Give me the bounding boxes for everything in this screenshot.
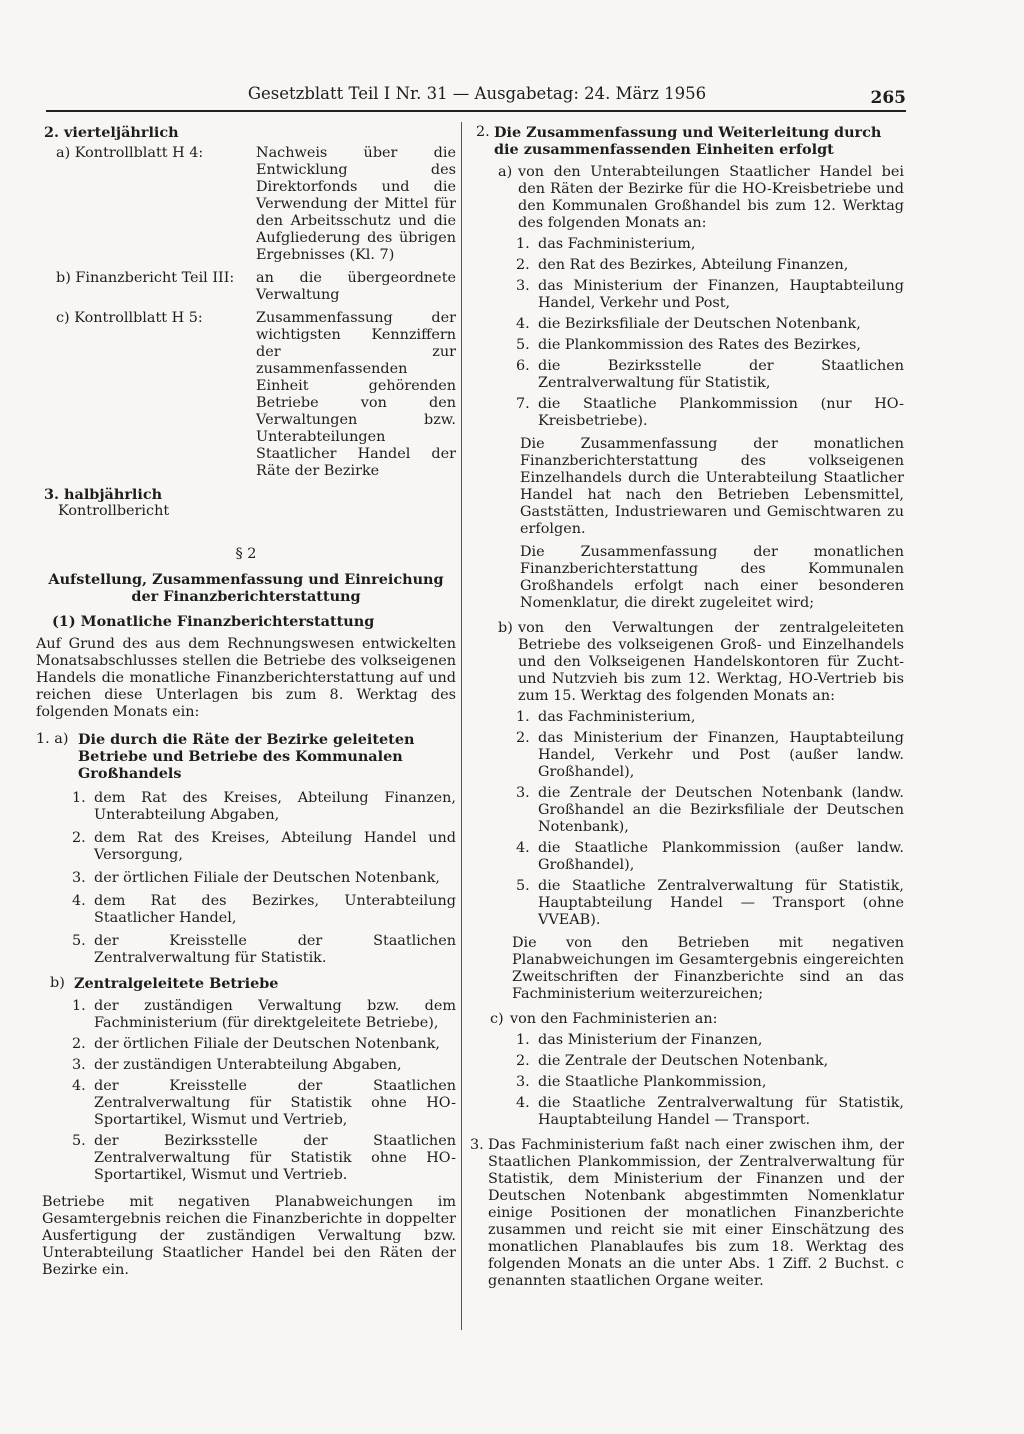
sub-b-num: b)	[498, 620, 513, 636]
sub-b	[498, 620, 904, 705]
list-item	[516, 1095, 904, 1129]
section-2-heading	[476, 124, 904, 158]
list-item-num: 3.	[72, 870, 86, 886]
list-item-num: 2.	[516, 730, 530, 746]
list-item-text: dem Rat des Kreises, Abteilung Handel und Versorgung,	[94, 830, 456, 863]
list-item-text: das Ministerium der Finanzen, Hauptabteilung Handel, Verkehr und Post (außer landw. Großhandel),	[538, 730, 904, 780]
list-item-text: der örtlichen Filiale der Deutschen Notenbank,	[94, 870, 441, 886]
list-item-num: 4.	[516, 1095, 530, 1111]
list-heading-a	[36, 731, 456, 782]
list-item	[72, 830, 456, 864]
list-item	[516, 1074, 904, 1091]
list-item-num: 5.	[516, 878, 530, 894]
list-item-num: 1.	[516, 709, 530, 725]
sub-b-paragraph: Die von den Betrieben mit negativen Planabweichungen im Gesamtergebnis eingereichten Zweitschriften der Finanzberichte sind an das Fachministerium weiterzureichen;	[512, 935, 904, 1002]
list-item-num: 1.	[72, 790, 86, 806]
list-item-text: das Fachministerium,	[538, 709, 696, 725]
list-item	[72, 933, 456, 967]
page-header: Gesetzblatt Teil I Nr. 31 — Ausgabetag: 24. März 1956	[247, 84, 707, 103]
list-item	[516, 316, 904, 333]
list-item	[72, 1133, 456, 1184]
list-item-text: die Plankommission des Rates des Bezirkes,	[538, 337, 861, 353]
sub-c-num: c)	[490, 1011, 504, 1027]
section-quarterly-label: 2. vierteljährlich	[44, 124, 179, 141]
list-item-text: die Bezirksfiliale der Deutschen Notenbank,	[538, 316, 861, 332]
sub-a	[498, 164, 904, 232]
list-item	[516, 1053, 904, 1070]
list-a	[72, 790, 456, 967]
list-right-c	[516, 1032, 904, 1129]
list-item-text: das Ministerium der Finanzen, Hauptabteilung Handel, Verkehr und Post,	[538, 278, 904, 311]
kontroll-desc: Zusammenfassung der wichtigsten Kennziffern der zur zusammenfassenden Einheit gehörenden Betriebe von den Verwaltungen bzw. Unterabteilungen Staatlicher Handel der Räte der Bezirke	[256, 310, 456, 479]
sub-a-num: a)	[498, 164, 513, 180]
list-item	[72, 998, 456, 1032]
intro-paragraph: Auf Grund des aus dem Rechnungswesen entwickelten Monatsabschlusses stellen die Betriebe des volkseigenen Handels die monatliche Finanzberichterstattung auf und reichen diese Unterlagen bis zum 8. Werktag des folgenden Monats ein:	[36, 636, 456, 720]
list-item-num: 1.	[516, 1032, 530, 1048]
sub-a-text: von den Unterabteilungen Staatlicher Handel bei den Räten der Bezirke für die HO-Kreisbetriebe und den Kommunalen Großhandel bis zum 12. Werktag des folgenden Monats an:	[518, 164, 904, 231]
kontroll-label: c) Kontrollblatt H 5:	[56, 310, 203, 326]
list-item	[72, 870, 456, 887]
list-item-text: die Staatliche Zentralverwaltung für Statistik, Hauptabteilung Handel — Transport (ohne VVEAB).	[538, 878, 904, 928]
list-item	[516, 878, 904, 929]
list-item-text: der örtlichen Filiale der Deutschen Notenbank,	[94, 1036, 441, 1052]
section-3	[470, 1137, 904, 1290]
sub-c	[490, 1011, 904, 1028]
list-item-num: 4.	[72, 1078, 86, 1094]
list-heading-b-text: Zentralgeleitete Betriebe	[74, 975, 279, 992]
list-item-text: dem Rat des Bezirkes, Unterabteilung Staatlicher Handel,	[94, 893, 456, 926]
list-item	[516, 730, 904, 781]
list-item-num: 5.	[516, 337, 530, 353]
paragraph-sign: § 2	[235, 546, 257, 562]
kontroll-desc: an die übergeordnete Verwaltung	[256, 270, 456, 303]
list-item	[516, 236, 904, 253]
list-item-num: 7.	[516, 396, 530, 412]
list-b	[72, 998, 456, 1184]
list-item-num: 3.	[516, 785, 530, 801]
kontroll-entry	[56, 270, 456, 304]
list-item-num: 2.	[516, 1053, 530, 1069]
list-item-text: das Fachministerium,	[538, 236, 696, 252]
list-item-num: 5.	[72, 933, 86, 949]
section-2-num: 2.	[476, 124, 490, 140]
list-item-num: 3.	[72, 1057, 86, 1073]
sub-a-paragraph-2: Die Zusammenfassung der monatlichen Finanzberichterstattung des Kommunalen Großhandels erfolgt nach einer besonderen Nomenklatur, die direkt zugeleitet wird;	[520, 544, 904, 611]
list-item-num: 3.	[516, 1074, 530, 1090]
list-item-text: den Rat des Bezirkes, Abteilung Finanzen,	[538, 257, 849, 273]
header-rule	[46, 110, 906, 112]
list-item-num: 1.	[516, 236, 530, 252]
list-item	[516, 785, 904, 836]
list-item	[516, 1032, 904, 1049]
column-divider	[461, 122, 462, 1330]
list-item-num: 4.	[516, 316, 530, 332]
list-item	[516, 257, 904, 274]
subheading-monthly: (1) Monatliche Finanzberichterstattung	[52, 613, 375, 630]
list-item-num: 2.	[72, 1036, 86, 1052]
section-halfyear-label: 3. halbjährlich	[44, 486, 163, 503]
closing-paragraph: Betriebe mit negativen Planabweichungen im Gesamtergebnis reichen die Finanzberichte in doppelter Ausfertigung der zuständigen Verwaltung bzw. Unterabteilung Staatlicher Handel bei den Räten der Bezirke ein.	[42, 1194, 456, 1278]
list-item	[72, 1036, 456, 1053]
list-item	[516, 396, 904, 430]
list-item	[516, 337, 904, 354]
section-halfyear-item: Kontrollbericht	[58, 503, 170, 519]
kontroll-desc: Nachweis über die Entwicklung des Direktorfonds und die Verwendung der Mittel für den Arbeitsschutz und die Aufgliederung des übrigen Ergebnisses (Kl. 7)	[256, 145, 456, 263]
list-right-b	[516, 709, 904, 929]
list-item	[72, 893, 456, 927]
list-item-text: die Zentrale der Deutschen Notenbank (landw. Großhandel an die Bezirksfiliale der Deutschen Notenbank),	[538, 785, 904, 835]
page-number: 265	[870, 88, 906, 108]
list-item-text: dem Rat des Kreises, Abteilung Finanzen, Unterabteilung Abgaben,	[94, 790, 456, 823]
list-heading-b-num: b)	[50, 975, 65, 991]
list-item	[72, 790, 456, 824]
list-item-text: der Bezirksstelle der Staatlichen Zentralverwaltung für Statistik ohne HO-Sportartikel, Wismut und Vertrieb.	[94, 1133, 456, 1183]
right-column	[470, 124, 904, 1290]
sub-c-text: von den Fachministerien an:	[510, 1011, 718, 1027]
list-item-text: der Kreisstelle der Staatlichen Zentralverwaltung für Statistik.	[94, 933, 456, 966]
kontroll-label: b) Finanzbericht Teil III:	[56, 270, 235, 286]
list-heading-a-num: 1. a)	[36, 731, 69, 747]
list-item-text: der zuständigen Unterabteilung Abgaben,	[94, 1057, 402, 1073]
list-right-a	[516, 236, 904, 430]
list-item-num: 4.	[72, 893, 86, 909]
list-item-text: die Staatliche Plankommission (außer landw. Großhandel),	[538, 840, 904, 873]
list-item	[72, 1057, 456, 1074]
list-item	[516, 278, 904, 312]
list-item-text: die Staatliche Plankommission (nur HO-Kreisbetriebe).	[538, 396, 904, 429]
list-item-text: die Staatliche Zentralverwaltung für Statistik, Hauptabteilung Handel — Transport.	[538, 1095, 904, 1128]
left-column	[36, 124, 456, 1279]
list-item-text: die Bezirksstelle der Staatlichen Zentralverwaltung für Statistik,	[538, 358, 904, 391]
list-item	[516, 840, 904, 874]
list-item	[72, 1078, 456, 1129]
list-item-num: 6.	[516, 358, 530, 374]
list-item-text: die Zentrale der Deutschen Notenbank,	[538, 1053, 829, 1069]
sub-b-text: von den Verwaltungen der zentralgeleiteten Betriebe des volkseigenen Groß- und Einzelhandels und den Volkseigenen Handelskontoren für Zucht- und Nutzvieh bis zum 12. Werktag, HO-Vertrieb bis zum 15. Werktag des folgenden Monats an:	[518, 620, 904, 704]
section-3-num: 3.	[470, 1137, 484, 1153]
kontroll-entry	[56, 145, 456, 264]
kontroll-label: a) Kontrollblatt H 4:	[56, 145, 204, 161]
section-heading: Aufstellung, Zusammenfassung und Einreichung der Finanzberichterstattung	[48, 571, 444, 605]
list-item-num: 3.	[516, 278, 530, 294]
list-heading-a-text: Die durch die Räte der Bezirke geleiteten Betriebe und Betriebe des Kommunalen Großhandels	[78, 731, 415, 782]
list-heading-b	[50, 975, 456, 992]
list-item-text: das Ministerium der Finanzen,	[538, 1032, 763, 1048]
list-item-num: 2.	[72, 830, 86, 846]
section-3-text: Das Fachministerium faßt nach einer zwischen ihm, der Staatlichen Plankommission, der Zentralverwaltung für Statistik, dem Ministerium der Finanzen und der Deutschen Notenbank abgestimmten Nomenklatur einige Positionen der monatlichen Finanzberichte zusammen und reicht sie mit einer Einschätzung des monatlichen Planablaufes bis zum 18. Werktag des folgenden Monats an die unter Abs. 1 Ziff. 2 Buchst. c genannten staatlichen Organe weiter.	[488, 1137, 904, 1289]
list-item	[516, 709, 904, 726]
list-item-text: die Staatliche Plankommission,	[538, 1074, 767, 1090]
list-item-num: 5.	[72, 1133, 86, 1149]
list-item-text: der zuständigen Verwaltung bzw. dem Fachministerium (für direktgeleitete Betriebe),	[94, 998, 456, 1031]
sub-a-paragraph-1: Die Zusammenfassung der monatlichen Finanzberichterstattung des volkseigenen Einzelhandels durch die Unterabteilung Staatlicher Handel hat nach den Betrieben Lebensmittel, Gaststätten, Industriewaren und Gemischtwaren zu erfolgen.	[520, 436, 904, 537]
kontroll-entry	[56, 310, 456, 480]
section-2-text: Die Zusammenfassung und Weiterleitung durch die zusammenfassenden Einheiten erfolgt	[494, 124, 882, 158]
list-item	[516, 358, 904, 392]
list-item-num: 2.	[516, 257, 530, 273]
list-item-text: der Kreisstelle der Staatlichen Zentralverwaltung für Statistik ohne HO-Sportartikel, Wismut und Vertrieb,	[94, 1078, 456, 1128]
list-item-num: 1.	[72, 998, 86, 1014]
list-item-num: 4.	[516, 840, 530, 856]
